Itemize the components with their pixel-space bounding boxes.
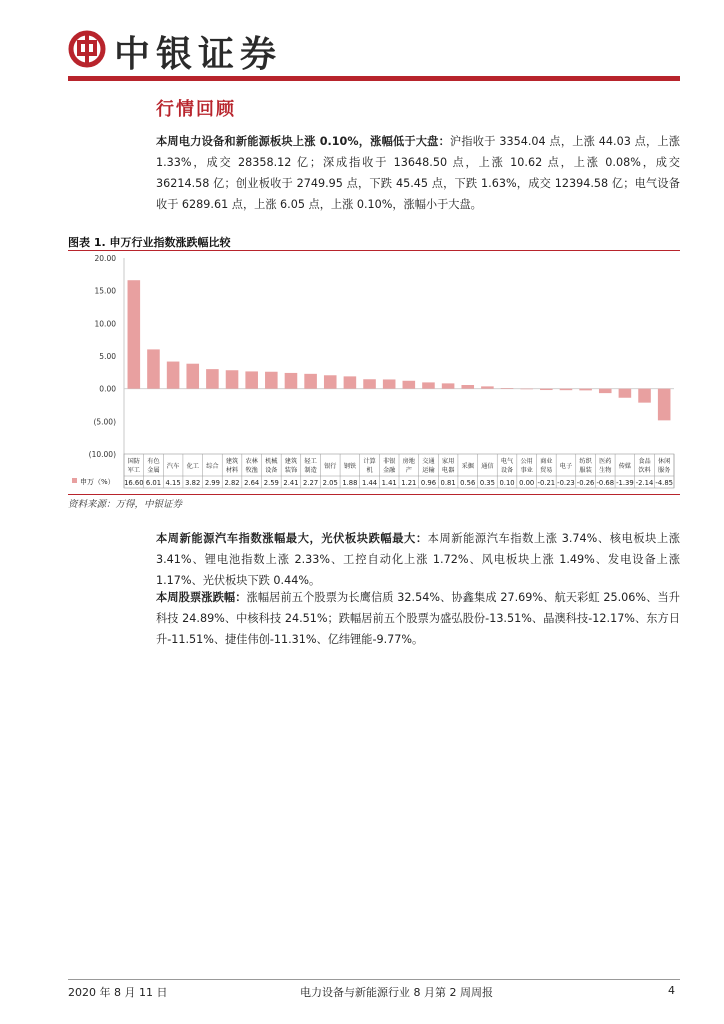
category-label: 金属 — [147, 467, 160, 474]
category-label: 服务 — [657, 467, 671, 474]
value-label: 1.88 — [342, 479, 358, 487]
value-label: 2.05 — [322, 479, 338, 487]
category-label: 金融 — [382, 467, 396, 474]
bar — [245, 371, 258, 388]
figure-source: 资料来源：万得，中银证券 — [68, 499, 183, 510]
bar — [344, 376, 357, 388]
category-label: 事业 — [520, 467, 533, 474]
category-label: 设备 — [500, 467, 514, 474]
footer-date: 2020 年 8 月 11 日 — [68, 986, 168, 999]
category-label: 牧渔 — [245, 467, 258, 474]
value-label: 1.21 — [401, 479, 417, 487]
bar — [520, 389, 533, 390]
category-label: 商业 — [540, 458, 553, 465]
value-label: 3.82 — [185, 479, 201, 487]
bar — [599, 389, 612, 393]
value-label: 2.64 — [244, 479, 260, 487]
header-rule — [68, 76, 680, 81]
category-label: 机械 — [265, 458, 278, 465]
value-label: -0.23 — [557, 479, 575, 487]
value-label: 0.00 — [519, 479, 535, 487]
bar — [442, 383, 455, 388]
category-label: 饮料 — [638, 467, 651, 474]
category-label: 建筑 — [225, 458, 239, 465]
category-label: 计算 — [363, 458, 376, 465]
value-label: 0.10 — [499, 479, 515, 487]
bar — [186, 364, 199, 389]
y-tick-label: 15.00 — [94, 286, 116, 296]
value-label: 2.41 — [283, 479, 299, 487]
y-tick-label: 20.00 — [94, 254, 116, 263]
bar — [579, 389, 592, 391]
bar — [658, 389, 671, 421]
value-label: 0.35 — [479, 479, 495, 487]
bar — [619, 389, 632, 398]
category-label: 材料 — [225, 467, 239, 474]
value-label: 6.01 — [145, 479, 162, 487]
category-label: 生物 — [599, 467, 612, 474]
category-label: 国防 — [127, 458, 141, 465]
bar — [501, 388, 514, 389]
value-label: -2.14 — [635, 479, 654, 487]
value-label: -0.26 — [576, 479, 595, 487]
footer-title: 电力设备与新能源行业 8 月第 2 周周报 — [300, 986, 493, 999]
value-label: 0.56 — [460, 479, 476, 487]
value-label: 2.27 — [303, 479, 319, 487]
category-label: 钢铁 — [343, 463, 357, 470]
category-label: 纺织 — [579, 458, 592, 465]
paragraph-lead: 本周新能源汽车指数涨幅最大，光伏板块跌幅最大： — [156, 532, 428, 545]
figure-title: 图表 1. 申万行业指数涨跌幅比较 — [68, 236, 231, 249]
category-label: 服装 — [579, 467, 592, 474]
bar — [324, 375, 337, 388]
bar — [226, 370, 239, 388]
paragraph-sector-performance — [156, 528, 680, 591]
paragraph-body: 沪指收于 3354.04 点，上涨 44.03 点，上涨 1.33%，成交 28358.12 亿；深成指收于 13648.50 点，上涨 10.62 点，上涨 0.08%，成交 36214.58 亿；创业板收于 2749.95 点，下跌 45.45 点，下跌 1.63%，成交 12394.58 亿；电气设备收于 6289.61 点，上涨 6.05 点，上涨 0.10%，涨幅小于大盘。 — [156, 135, 680, 211]
category-label: 产 — [405, 467, 412, 474]
bar — [638, 389, 651, 403]
category-label: 轻工 — [304, 458, 317, 465]
paragraph-stock-movers — [156, 587, 680, 650]
value-label: 2.99 — [204, 479, 220, 487]
value-label: 4.15 — [165, 479, 181, 487]
paragraph-body: 涨幅居前五个股票为长鹰信质 32.54%、协鑫集成 27.69%、航天彩虹 25.06%、当升科技 24.89%、中核科技 24.51%；跌幅居前五个股票为盛弘股份-13.51%、晶澳科技-12.17%、东方日升-11.51%、捷佳伟创-11.31%、亿纬锂能-9.77%。 — [156, 591, 680, 646]
category-label: 家用 — [441, 458, 455, 465]
bar — [422, 382, 435, 388]
category-label: 银行 — [324, 463, 337, 470]
bar — [403, 381, 416, 389]
category-label: 军工 — [127, 467, 141, 474]
category-label: 休闲 — [657, 458, 671, 465]
category-label: 汽车 — [166, 463, 180, 470]
value-label: 2.59 — [263, 479, 279, 487]
legend-label: 申万（%） — [80, 478, 115, 486]
y-tick-label: 5.00 — [99, 352, 116, 361]
value-label: 0.81 — [440, 479, 456, 487]
bar — [540, 389, 553, 390]
paragraph-body: 本周新能源汽车指数上涨 3.74%、核电板块上涨 3.41%、锂电池指数上涨 2.33%、工控自动化上涨 1.72%、风电板块上涨 1.49%、发电设备上涨 1.17%、光伏板块下跌 0.44%。 — [156, 532, 680, 587]
section-title: 行情回顾 — [156, 99, 236, 120]
category-label: 食品 — [638, 458, 651, 465]
category-label: 传媒 — [618, 463, 632, 470]
category-label: 电器 — [441, 467, 455, 474]
bar — [560, 389, 573, 391]
brand-name: 中银证券 — [114, 33, 283, 75]
value-label: -4.85 — [655, 479, 673, 487]
category-label: 医药 — [599, 458, 612, 465]
legend-swatch — [72, 478, 77, 483]
category-label: 化工 — [186, 463, 199, 470]
category-label: 装饰 — [284, 467, 298, 474]
bar — [128, 280, 141, 388]
bar — [304, 374, 317, 389]
paragraph-lead: 本周电力设备和新能源板块上涨 0.10%，涨幅低于大盘： — [156, 135, 450, 148]
category-label: 制造 — [304, 467, 317, 474]
bar — [363, 379, 376, 388]
category-label: 运输 — [422, 467, 435, 474]
bar — [167, 362, 180, 389]
value-label: 2.82 — [224, 479, 240, 487]
value-label: -1.39 — [616, 479, 634, 487]
bar — [481, 386, 494, 388]
value-label: 1.44 — [361, 479, 378, 487]
category-label: 有色 — [147, 458, 160, 465]
category-label: 农林 — [245, 458, 258, 465]
bar — [383, 379, 396, 388]
value-label: -0.21 — [537, 479, 556, 487]
category-label: 电子 — [559, 463, 573, 470]
category-label: 非银 — [382, 458, 396, 465]
figure-top-rule — [68, 250, 680, 251]
value-label: 0.96 — [420, 479, 437, 487]
bar — [285, 373, 298, 389]
bank-of-china-logo — [68, 30, 106, 68]
category-label: 通信 — [481, 463, 494, 470]
bar — [461, 385, 474, 389]
paragraph-market-review — [156, 131, 680, 215]
paragraph-lead: 本周股票涨跌幅： — [156, 591, 247, 604]
category-label: 电气 — [500, 458, 514, 465]
y-tick-label: (10.00) — [88, 450, 116, 459]
bar — [265, 372, 278, 389]
bar — [206, 369, 219, 389]
category-label: 贸易 — [540, 467, 553, 474]
category-label: 设备 — [265, 467, 278, 474]
industry-index-bar-chart — [68, 252, 680, 492]
figure-bottom-rule — [68, 494, 680, 495]
footer-rule — [68, 979, 680, 980]
y-tick-label: (5.00) — [93, 417, 116, 427]
category-label: 采掘 — [461, 463, 474, 470]
value-label: -0.68 — [596, 479, 615, 487]
y-tick-label: 0.00 — [99, 384, 116, 394]
category-label: 建筑 — [284, 458, 298, 465]
page-number: 4 — [668, 984, 675, 997]
y-tick-label: 10.00 — [94, 319, 116, 329]
category-label: 交通 — [422, 458, 435, 465]
value-label: 16.60 — [124, 479, 144, 487]
category-label: 公用 — [520, 458, 533, 465]
category-label: 机 — [366, 467, 373, 474]
bar — [147, 349, 160, 388]
category-label: 综合 — [206, 463, 219, 470]
value-label: 1.41 — [381, 479, 397, 487]
category-label: 房地 — [402, 458, 416, 465]
